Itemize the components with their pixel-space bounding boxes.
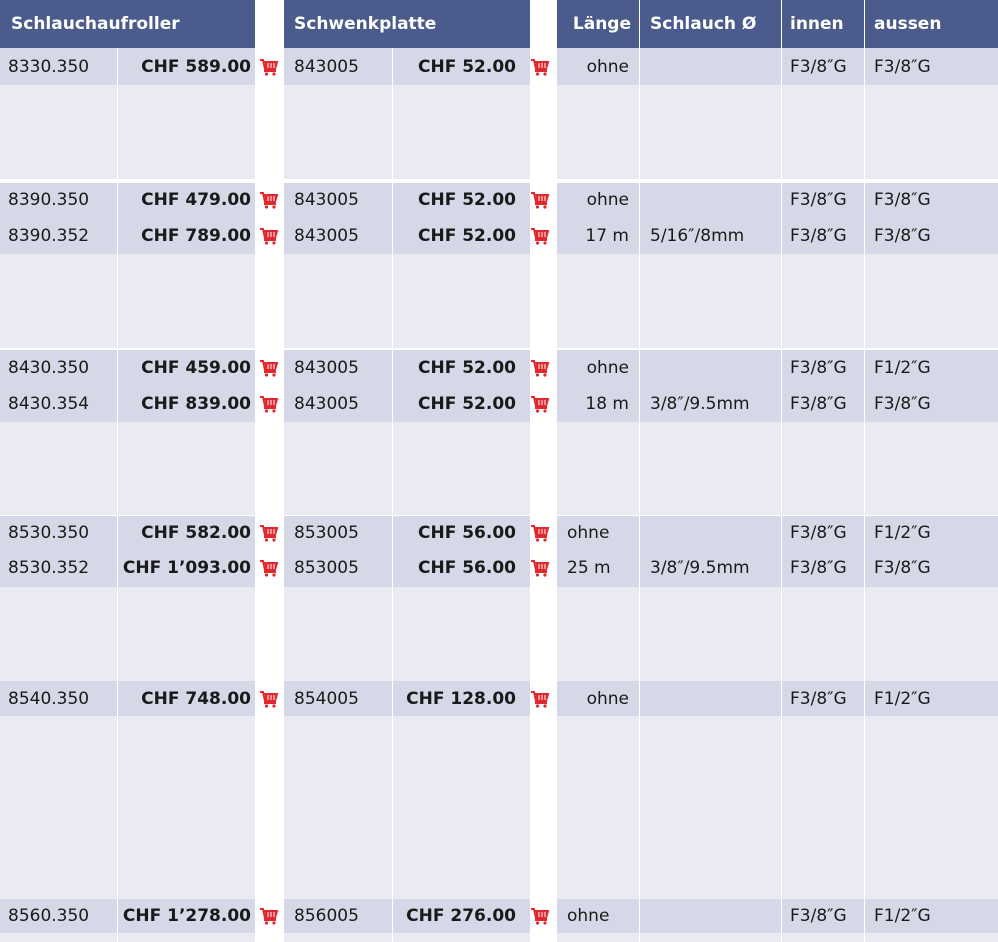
- plate-number: 853005: [294, 558, 359, 578]
- cell-background: [557, 933, 639, 942]
- header-label: Schlauchaufroller: [11, 14, 180, 34]
- inner-thread: F3/8″G: [790, 394, 847, 414]
- cell-background: [393, 422, 530, 515]
- cell-background: [393, 716, 530, 899]
- length-value: 25 m: [567, 558, 611, 578]
- inner-thread: F3/8″G: [790, 522, 847, 543]
- hose-diameter: 3/8″/9.5mm: [650, 394, 750, 414]
- table-row: [0, 217, 998, 254]
- header-label: Länge: [572, 14, 631, 34]
- spacer-row: [0, 85, 998, 179]
- cell-background: [0, 587, 117, 681]
- hose-diameter: [640, 350, 781, 386]
- table-row: [0, 681, 998, 716]
- cell-background: [782, 254, 864, 348]
- add-plate-to-cart-button[interactable]: [527, 681, 553, 716]
- table-row: [0, 48, 998, 85]
- roller-price: CHF 589.00: [141, 56, 251, 77]
- shopping-cart-icon[interactable]: [530, 395, 550, 413]
- header-label: aussen: [874, 14, 942, 34]
- add-roller-to-cart-button[interactable]: [256, 549, 282, 587]
- article-number: 8390.350: [8, 190, 90, 210]
- length-value: 17 m: [585, 225, 629, 246]
- hose-diameter: [640, 899, 781, 933]
- add-roller-to-cart-button[interactable]: [256, 516, 282, 549]
- plate-price: CHF 52.00: [417, 56, 516, 77]
- length-value: ohne: [586, 190, 629, 210]
- cell-background: [393, 85, 530, 179]
- cell-background: [284, 254, 392, 348]
- add-roller-to-cart-button[interactable]: [256, 681, 282, 716]
- add-roller-to-cart-button[interactable]: [256, 183, 282, 217]
- cell-background: [557, 422, 639, 515]
- cell-background: [118, 716, 255, 899]
- cell-background: [118, 85, 255, 179]
- add-plate-to-cart-button[interactable]: [527, 899, 553, 933]
- plate-number: 856005: [294, 906, 359, 926]
- cell-background: [0, 254, 117, 348]
- cell-background: [393, 933, 530, 942]
- table-row: [0, 549, 998, 587]
- inner-thread: F3/8″G: [790, 558, 847, 578]
- spacer-row: [0, 716, 998, 899]
- length-value: ohne: [586, 56, 629, 77]
- plate-number: 843005: [294, 225, 359, 246]
- shopping-cart-icon[interactable]: [259, 395, 279, 413]
- shopping-cart-icon[interactable]: [259, 907, 279, 925]
- header-schlauchaufroller: [0, 0, 255, 48]
- add-plate-to-cart-button[interactable]: [527, 516, 553, 549]
- plate-number: 843005: [294, 358, 359, 378]
- plate-price: CHF 52.00: [417, 225, 516, 246]
- article-number: 8430.350: [8, 358, 90, 378]
- outer-thread: F1/2″G: [874, 358, 931, 378]
- cell-background: [640, 254, 781, 348]
- header-innen: [782, 0, 864, 48]
- cell-background: [0, 85, 117, 179]
- hose-diameter: 5/16″/8mm: [650, 225, 745, 246]
- shopping-cart-icon[interactable]: [259, 359, 279, 377]
- roller-price: CHF 1’093.00: [122, 558, 251, 578]
- roller-price: CHF 582.00: [141, 522, 251, 543]
- cell-background: [865, 422, 998, 515]
- add-plate-to-cart-button[interactable]: [527, 183, 553, 217]
- cell-background: [557, 716, 639, 899]
- shopping-cart-icon[interactable]: [259, 524, 279, 542]
- shopping-cart-icon[interactable]: [530, 359, 550, 377]
- plate-number: 853005: [294, 522, 359, 543]
- add-roller-to-cart-button[interactable]: [256, 386, 282, 422]
- cell-background: [640, 85, 781, 179]
- outer-thread: F1/2″G: [874, 522, 931, 543]
- cell-background: [557, 587, 639, 681]
- table-row: [0, 386, 998, 422]
- cell-background: [118, 422, 255, 515]
- shopping-cart-icon[interactable]: [530, 58, 550, 76]
- article-number: 8530.352: [8, 558, 90, 578]
- add-roller-to-cart-button[interactable]: [256, 350, 282, 386]
- length-value: 18 m: [585, 394, 629, 414]
- add-plate-to-cart-button[interactable]: [527, 48, 553, 85]
- shopping-cart-icon[interactable]: [530, 907, 550, 925]
- inner-thread: F3/8″G: [790, 56, 847, 77]
- length-value: ohne: [586, 688, 629, 709]
- plate-price: CHF 276.00: [406, 906, 516, 926]
- table-row: [0, 899, 998, 933]
- article-number: 8330.350: [8, 56, 90, 77]
- roller-price: CHF 839.00: [141, 394, 251, 414]
- article-number: 8540.350: [8, 688, 90, 709]
- add-roller-to-cart-button[interactable]: [256, 217, 282, 254]
- article-number: 8530.350: [8, 522, 90, 543]
- plate-number: 843005: [294, 190, 359, 210]
- spacer-row: [0, 587, 998, 681]
- cell-background: [782, 716, 864, 899]
- add-roller-to-cart-button[interactable]: [256, 899, 282, 933]
- plate-price: CHF 128.00: [406, 688, 516, 709]
- plate-price: CHF 52.00: [417, 190, 516, 210]
- outer-thread: F3/8″G: [874, 225, 931, 246]
- hose-diameter: [640, 681, 781, 716]
- header-schlauch: [640, 0, 781, 48]
- table-row: [0, 516, 998, 549]
- header-aussen: [865, 0, 998, 48]
- spacer-row: [0, 254, 998, 348]
- inner-thread: F3/8″G: [790, 358, 847, 378]
- cell-background: [640, 933, 781, 942]
- outer-thread: F3/8″G: [874, 394, 931, 414]
- cell-background: [0, 716, 117, 899]
- cell-background: [782, 933, 864, 942]
- add-plate-to-cart-button[interactable]: [527, 386, 553, 422]
- cell-background: [782, 85, 864, 179]
- table-row: [0, 183, 998, 217]
- length-value: ohne: [567, 522, 610, 543]
- roller-price: CHF 748.00: [141, 688, 251, 709]
- roller-price: CHF 459.00: [141, 358, 251, 378]
- cell-background: [865, 85, 998, 179]
- inner-thread: F3/8″G: [790, 225, 847, 246]
- header-schwenkplatte: [284, 0, 530, 48]
- add-roller-to-cart-button[interactable]: [256, 48, 282, 85]
- shopping-cart-icon[interactable]: [530, 559, 550, 577]
- header-label: innen: [790, 14, 844, 34]
- roller-price: CHF 1’278.00: [122, 906, 251, 926]
- cell-background: [284, 422, 392, 515]
- spacer-row: [0, 933, 998, 942]
- plate-number: 843005: [294, 394, 359, 414]
- hose-diameter: 3/8″/9.5mm: [650, 558, 750, 578]
- cell-background: [284, 85, 392, 179]
- inner-thread: F3/8″G: [790, 190, 847, 210]
- plate-number: 843005: [294, 56, 359, 77]
- cell-background: [284, 587, 392, 681]
- header-laenge: [557, 0, 639, 48]
- cell-background: [393, 587, 530, 681]
- cell-background: [284, 933, 392, 942]
- plate-price: CHF 56.00: [417, 558, 516, 578]
- cell-background: [284, 716, 392, 899]
- shopping-cart-icon[interactable]: [530, 524, 550, 542]
- roller-price: CHF 479.00: [141, 190, 251, 210]
- cell-background: [640, 587, 781, 681]
- outer-thread: F1/2″G: [874, 688, 931, 709]
- cell-background: [118, 587, 255, 681]
- inner-thread: F3/8″G: [790, 688, 847, 709]
- plate-price: CHF 52.00: [417, 358, 516, 378]
- cell-background: [118, 254, 255, 348]
- outer-thread: F3/8″G: [874, 190, 931, 210]
- article-number: 8560.350: [8, 906, 90, 926]
- outer-thread: F3/8″G: [874, 558, 931, 578]
- shopping-cart-icon[interactable]: [259, 559, 279, 577]
- shopping-cart-icon[interactable]: [259, 191, 279, 209]
- cell-background: [782, 422, 864, 515]
- plate-number: 854005: [294, 688, 359, 709]
- cell-background: [393, 254, 530, 348]
- cell-background: [865, 933, 998, 942]
- article-number: 8390.352: [8, 225, 90, 246]
- cell-background: [640, 716, 781, 899]
- roller-price: CHF 789.00: [141, 225, 251, 246]
- cell-background: [0, 422, 117, 515]
- shopping-cart-icon[interactable]: [530, 191, 550, 209]
- cell-background: [118, 933, 255, 942]
- outer-thread: F1/2″G: [874, 906, 931, 926]
- shopping-cart-icon[interactable]: [259, 227, 279, 245]
- table-row: [0, 350, 998, 386]
- cell-background: [557, 85, 639, 179]
- header-label: Schwenkplatte: [294, 14, 437, 34]
- spacer-row: [0, 422, 998, 515]
- length-value: ohne: [567, 906, 610, 926]
- shopping-cart-icon[interactable]: [259, 58, 279, 76]
- cell-background: [865, 254, 998, 348]
- article-number: 8430.354: [8, 394, 90, 414]
- hose-diameter: [640, 516, 781, 549]
- add-plate-to-cart-button[interactable]: [527, 217, 553, 254]
- add-plate-to-cart-button[interactable]: [527, 350, 553, 386]
- outer-thread: F3/8″G: [874, 56, 931, 77]
- add-plate-to-cart-button[interactable]: [527, 549, 553, 587]
- length-value: ohne: [586, 358, 629, 378]
- shopping-cart-icon[interactable]: [530, 227, 550, 245]
- shopping-cart-icon[interactable]: [259, 690, 279, 708]
- hose-diameter: [640, 183, 781, 217]
- hose-diameter: [640, 48, 781, 85]
- header-label: Schlauch Ø: [650, 14, 757, 34]
- plate-price: CHF 56.00: [417, 522, 516, 543]
- shopping-cart-icon[interactable]: [530, 690, 550, 708]
- cell-background: [557, 254, 639, 348]
- cell-background: [782, 587, 864, 681]
- cell-background: [865, 587, 998, 681]
- cell-background: [640, 422, 781, 515]
- cell-background: [865, 716, 998, 899]
- plate-price: CHF 52.00: [417, 394, 516, 414]
- cell-background: [0, 933, 117, 942]
- inner-thread: F3/8″G: [790, 906, 847, 926]
